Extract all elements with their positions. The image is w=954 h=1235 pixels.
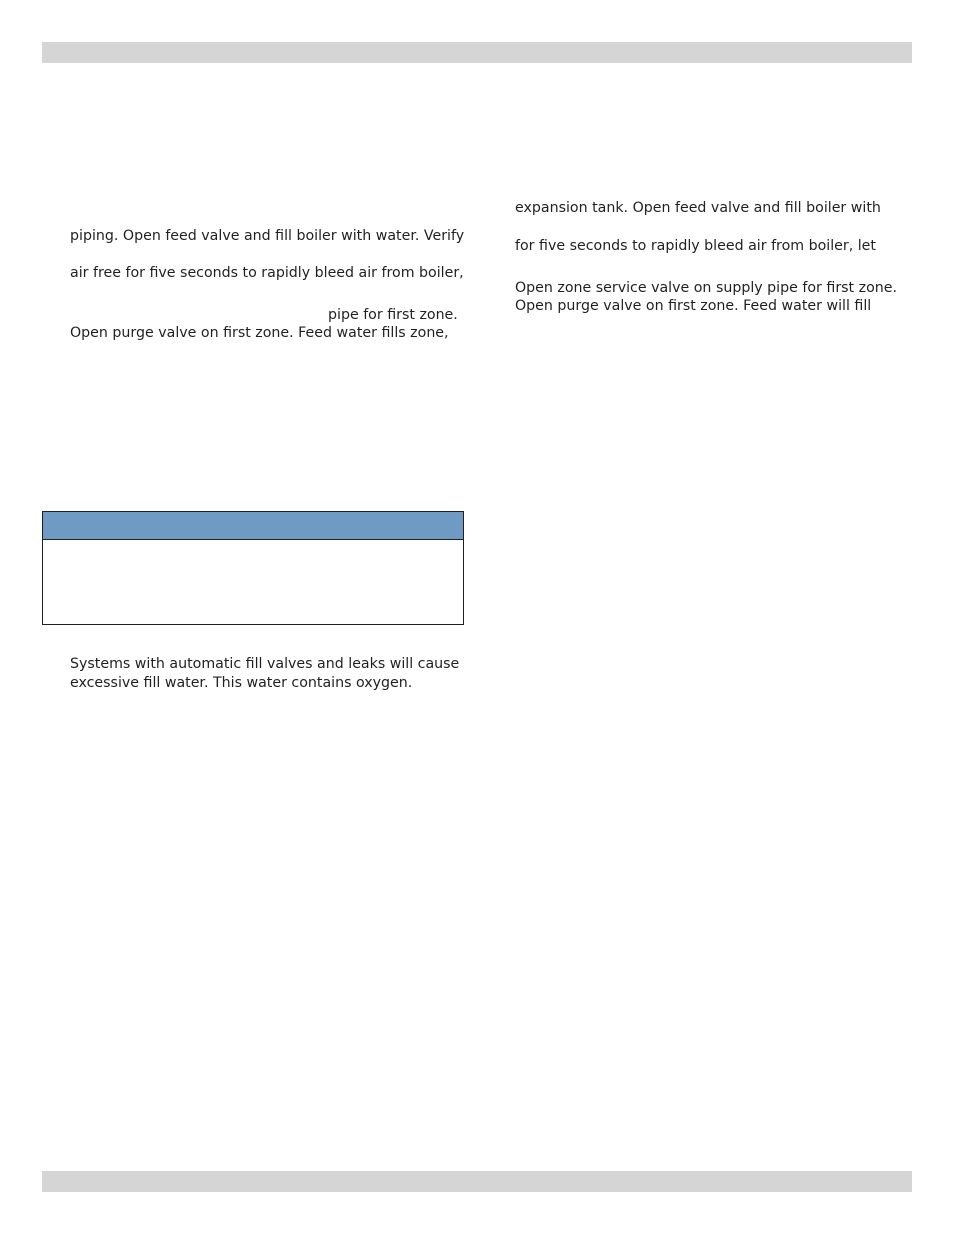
left-text-line-2: air free for five seconds to rapidly bleed air from boiler, xyxy=(70,265,464,281)
notice-box xyxy=(42,511,464,625)
notice-box-header xyxy=(43,512,463,540)
page-footer-bar xyxy=(42,1171,912,1192)
right-text-line-1: expansion tank. Open feed valve and fill boiler with xyxy=(515,200,881,216)
right-text-line-3: Open zone service valve on supply pipe for first zone. xyxy=(515,280,897,296)
notice-text-line-2: excessive fill water. This water contains oxygen. xyxy=(70,675,413,691)
left-text-line-3: pipe for first zone. xyxy=(328,307,458,323)
page-header-bar xyxy=(42,42,912,63)
right-text-line-2: for five seconds to rapidly bleed air from boiler, let xyxy=(515,238,876,254)
right-text-line-4: Open purge valve on first zone. Feed water will fill xyxy=(515,298,872,314)
left-text-line-4: Open purge valve on first zone. Feed water fills zone, xyxy=(70,325,449,341)
left-text-line-1: piping. Open feed valve and fill boiler with water. Verify xyxy=(70,228,465,244)
notice-text-line-1: Systems with automatic fill valves and leaks will cause xyxy=(70,656,460,672)
